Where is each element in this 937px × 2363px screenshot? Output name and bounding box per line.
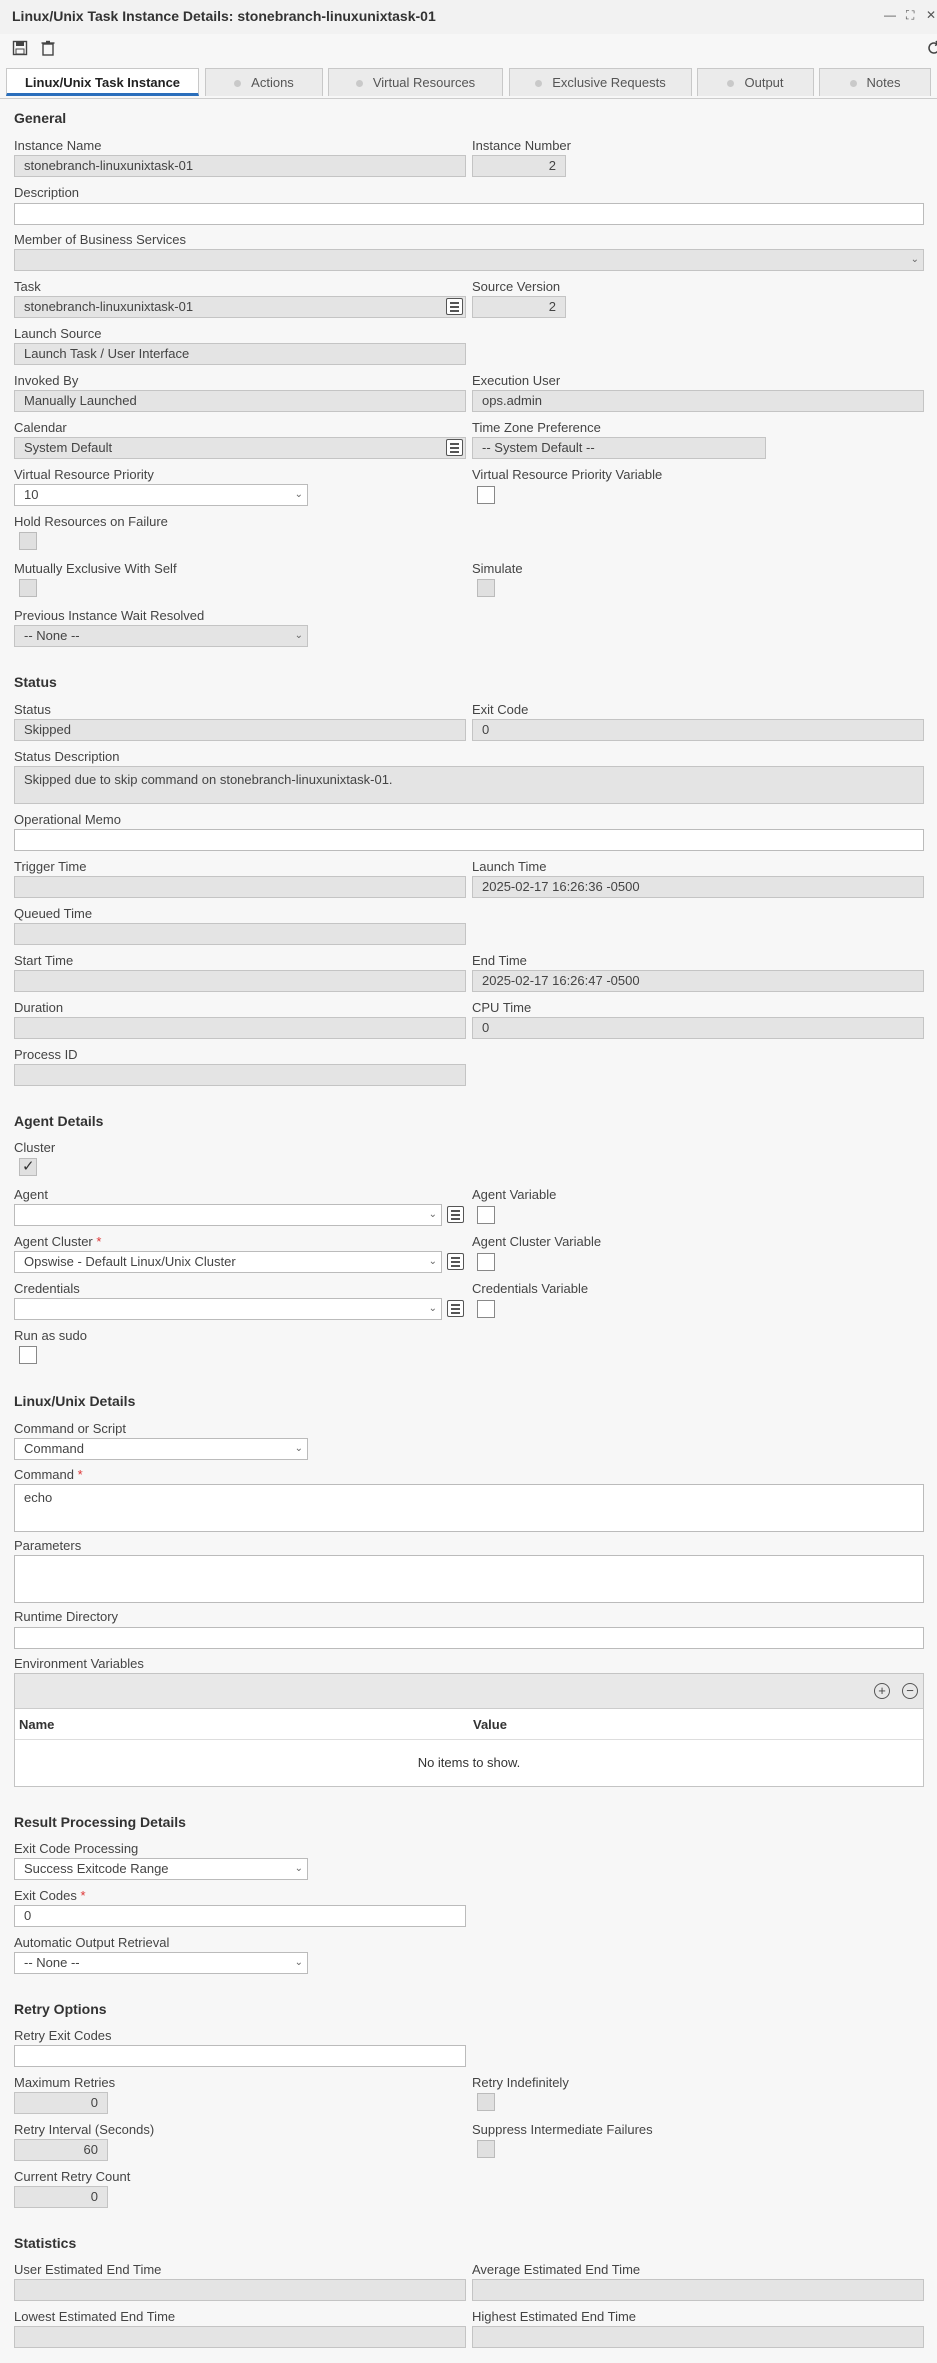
parameters-label: Parameters: [14, 1538, 82, 1553]
launch-time-field[interactable]: 2025-02-17 16:26:36 -0500: [472, 876, 924, 898]
tab-label: Actions: [251, 75, 294, 90]
credentials-variable-label: Credentials Variable: [472, 1281, 589, 1296]
exit-code-label: Exit Code: [472, 702, 529, 717]
timezone-value: -- System Default --: [482, 440, 595, 455]
tab-output[interactable]: [697, 68, 814, 96]
average-estimated-end-field[interactable]: [472, 2279, 924, 2301]
close-icon[interactable]: ✕: [926, 8, 937, 22]
instance-number-label: Instance Number: [472, 138, 571, 153]
user-estimated-end-field[interactable]: [14, 2279, 466, 2301]
agent-cluster-variable-checkbox[interactable]: [477, 1253, 495, 1271]
retry-indefinitely-checkbox[interactable]: [477, 2093, 495, 2111]
task-lookup-icon[interactable]: [446, 298, 463, 315]
runtime-directory-label: Runtime Directory: [14, 1609, 119, 1624]
minimize-icon[interactable]: —: [884, 8, 896, 22]
status-description-label: Status Description: [14, 749, 120, 764]
mutually-exclusive-checkbox[interactable]: [19, 579, 37, 597]
maximize-icon[interactable]: ⛶: [906, 8, 915, 22]
invoked-by-field[interactable]: Manually Launched: [14, 390, 466, 412]
tab-label: Linux/Unix Task Instance: [24, 75, 181, 90]
timezone-label: Time Zone Preference: [472, 420, 601, 435]
launch-time-label: Launch Time: [472, 859, 547, 874]
credentials-lookup-icon[interactable]: [447, 1300, 464, 1317]
exit-code-processing-select[interactable]: [14, 1858, 308, 1880]
tab-exclusive-requests[interactable]: [509, 68, 692, 96]
chevron-down-icon: ⌄: [428, 1209, 437, 1220]
remove-row-icon[interactable]: −: [902, 1683, 918, 1699]
chevron-down-icon: ⌄: [294, 630, 303, 641]
required-marker: *: [96, 1234, 102, 1249]
start-time-label: Start Time: [14, 953, 74, 968]
operational-memo-label: Operational Memo: [14, 812, 121, 827]
tab-virtual-resources[interactable]: [328, 68, 503, 96]
vr-priority-select[interactable]: [14, 484, 308, 506]
execution-user-field[interactable]: ops.admin: [472, 390, 924, 412]
status-description-field[interactable]: Skipped due to skip command on stonebranch-linuxunixtask-01.: [14, 766, 924, 804]
process-id-field[interactable]: [14, 1064, 466, 1086]
agent-cluster-variable-label: Agent Cluster Variable: [472, 1234, 602, 1249]
agent-select[interactable]: [14, 1204, 442, 1226]
business-services-field[interactable]: [14, 249, 924, 271]
run-as-sudo-checkbox[interactable]: [19, 1346, 37, 1364]
business-services-label: Member of Business Services: [14, 232, 186, 247]
command-or-script-label: Command or Script: [14, 1421, 126, 1436]
cpu-time-field[interactable]: 0: [472, 1017, 924, 1039]
process-id-label: Process ID: [14, 1047, 78, 1062]
tab-indicator-icon: [850, 80, 857, 87]
section-result-heading: Result Processing Details: [14, 1814, 186, 1830]
queued-time-label: Queued Time: [14, 906, 93, 921]
credentials-variable-checkbox[interactable]: [477, 1300, 495, 1318]
exit-codes-field[interactable]: 0: [14, 1905, 466, 1927]
tab-actions[interactable]: [205, 68, 323, 96]
tab-indicator-icon: [535, 80, 542, 87]
end-time-label: End Time: [472, 953, 527, 968]
prev-instance-value: -- None --: [24, 628, 80, 643]
max-retries-field[interactable]: 0: [14, 2092, 108, 2114]
retry-exit-codes-field[interactable]: [14, 2045, 466, 2067]
calendar-field[interactable]: System Default: [14, 437, 466, 459]
parameters-field[interactable]: [14, 1555, 924, 1603]
window-title: Linux/Unix Task Instance Details: stonebranch-linuxunixtask-01: [12, 8, 436, 24]
environment-variables-label: Environment Variables: [14, 1656, 144, 1671]
highest-estimated-end-label: Highest Estimated End Time: [472, 2309, 637, 2324]
tab-label: Notes: [866, 75, 901, 90]
runtime-directory-field[interactable]: [14, 1627, 924, 1649]
tab-bar: [0, 66, 937, 99]
suppress-failures-label: Suppress Intermediate Failures: [472, 2122, 653, 2137]
column-header-name[interactable]: Name: [19, 1717, 55, 1732]
agent-cluster-select[interactable]: [14, 1251, 442, 1273]
chevron-down-icon: ⌄: [294, 1443, 303, 1454]
tab-linux-unix-task-instance[interactable]: [6, 68, 199, 96]
duration-label: Duration: [14, 1000, 64, 1015]
command-label: [14, 1467, 83, 1482]
cluster-checkbox[interactable]: [19, 1158, 37, 1176]
vr-priority-value: 10: [24, 487, 39, 502]
agent-cluster-label-text: Agent Cluster: [14, 1234, 93, 1249]
credentials-select[interactable]: [14, 1298, 442, 1320]
add-row-icon[interactable]: +: [874, 1683, 890, 1699]
agent-label: Agent: [14, 1187, 48, 1202]
run-as-sudo-label: Run as sudo: [14, 1328, 87, 1343]
duration-field[interactable]: [14, 1017, 466, 1039]
prev-instance-select[interactable]: [14, 625, 308, 647]
hold-resources-label: Hold Resources on Failure: [14, 514, 168, 529]
chevron-down-icon: ⌄: [428, 1303, 437, 1314]
average-estimated-end-label: Average Estimated End Time: [472, 2262, 641, 2277]
invoked-by-label: Invoked By: [14, 373, 79, 388]
tab-label: Virtual Resources: [372, 75, 476, 90]
chevron-down-icon: ⌄: [294, 1957, 303, 1968]
chevron-down-icon: ⌄: [428, 1256, 437, 1267]
instance-name-label: Instance Name: [14, 138, 102, 153]
required-marker: *: [77, 1467, 83, 1482]
task-field[interactable]: stonebranch-linuxunixtask-01: [14, 296, 466, 318]
grid-header-row: [15, 1709, 923, 1740]
task-label: Task: [14, 279, 41, 294]
tab-indicator-icon: [234, 80, 241, 87]
description-label: Description: [14, 185, 80, 200]
calendar-label: Calendar: [14, 420, 67, 435]
tab-notes[interactable]: [819, 68, 931, 96]
max-retries-label: Maximum Retries: [14, 2075, 116, 2090]
exit-codes-label-text: Exit Codes: [14, 1888, 77, 1903]
launch-source-label: Launch Source: [14, 326, 102, 341]
environment-variables-grid: [14, 1673, 924, 1787]
tab-label: Output: [744, 75, 784, 90]
agent-variable-checkbox[interactable]: [477, 1206, 495, 1224]
exit-code-processing-label: Exit Code Processing: [14, 1841, 139, 1856]
retry-exit-codes-label: Retry Exit Codes: [14, 2028, 112, 2043]
save-icon[interactable]: [12, 40, 28, 56]
lowest-estimated-end-label: Lowest Estimated End Time: [14, 2309, 176, 2324]
exit-code-field[interactable]: 0: [472, 719, 924, 741]
auto-output-value: -- None --: [24, 1955, 80, 1970]
section-linux-heading: Linux/Unix Details: [14, 1393, 136, 1409]
column-header-value[interactable]: Value: [473, 1717, 507, 1732]
exit-code-processing-value: Success Exitcode Range: [24, 1861, 169, 1876]
current-retry-count-label: Current Retry Count: [14, 2169, 131, 2184]
vr-priority-var-checkbox[interactable]: [477, 486, 495, 504]
cluster-label: Cluster: [14, 1140, 56, 1155]
required-marker: *: [80, 1888, 86, 1903]
section-retry-heading: Retry Options: [14, 2001, 107, 2017]
vr-priority-label: Virtual Resource Priority: [14, 467, 154, 482]
current-retry-count-field[interactable]: 0: [14, 2186, 108, 2208]
chevron-down-icon: ⌄: [294, 1863, 303, 1874]
user-estimated-end-label: User Estimated End Time: [14, 2262, 162, 2277]
exit-codes-label: [14, 1888, 86, 1903]
command-label-text: Command: [14, 1467, 74, 1482]
agent-cluster-value: Opswise - Default Linux/Unix Cluster: [24, 1254, 236, 1269]
end-time-field[interactable]: 2025-02-17 16:26:47 -0500: [472, 970, 924, 992]
retry-indefinitely-label: Retry Indefinitely: [472, 2075, 569, 2090]
retry-interval-field[interactable]: 60: [14, 2139, 108, 2161]
source-version-label: Source Version: [472, 279, 561, 294]
simulate-label: Simulate: [472, 561, 523, 576]
agent-cluster-label: [14, 1234, 101, 1249]
chevron-down-icon: ⌄: [910, 254, 919, 265]
section-status-heading: Status: [14, 674, 57, 690]
tab-indicator-icon: [727, 80, 734, 87]
auto-output-select[interactable]: [14, 1952, 308, 1974]
calendar-lookup-icon[interactable]: [446, 439, 463, 456]
trigger-time-label: Trigger Time: [14, 859, 87, 874]
agent-variable-label: Agent Variable: [472, 1187, 557, 1202]
credentials-label: Credentials: [14, 1281, 80, 1296]
instance-name-field[interactable]: stonebranch-linuxunixtask-01: [14, 155, 466, 177]
auto-output-label: Automatic Output Retrieval: [14, 1935, 170, 1950]
agent-cluster-lookup-icon[interactable]: [447, 1253, 464, 1270]
suppress-failures-checkbox[interactable]: [477, 2140, 495, 2158]
status-field[interactable]: Skipped: [14, 719, 466, 741]
command-or-script-value: Command: [24, 1441, 84, 1456]
start-time-field[interactable]: [14, 970, 466, 992]
refresh-icon[interactable]: [926, 40, 937, 56]
agent-lookup-icon[interactable]: [447, 1206, 464, 1223]
simulate-checkbox[interactable]: [477, 579, 495, 597]
prev-instance-label: Previous Instance Wait Resolved: [14, 608, 205, 623]
launch-source-field[interactable]: Launch Task / User Interface: [14, 343, 466, 365]
mutually-exclusive-label: Mutually Exclusive With Self: [14, 561, 177, 576]
toolbar: [0, 34, 937, 64]
status-label: Status: [14, 702, 51, 717]
hold-resources-checkbox[interactable]: [19, 532, 37, 550]
grid-empty-message: No items to show.: [417, 1755, 521, 1770]
vr-priority-var-label: Virtual Resource Priority Variable: [472, 467, 663, 482]
command-or-script-select[interactable]: [14, 1438, 308, 1460]
title-bar: [0, 0, 937, 35]
retry-interval-label: Retry Interval (Seconds): [14, 2122, 155, 2137]
tab-label: Exclusive Requests: [552, 75, 666, 90]
highest-estimated-end-field[interactable]: [472, 2326, 924, 2348]
instance-number-field[interactable]: 2: [472, 155, 566, 177]
lowest-estimated-end-field[interactable]: [14, 2326, 466, 2348]
trigger-time-field[interactable]: [14, 876, 466, 898]
tab-indicator-icon: [356, 80, 363, 87]
description-field[interactable]: [14, 203, 924, 225]
section-statistics-heading: Statistics: [14, 2235, 77, 2251]
queued-time-field[interactable]: [14, 923, 466, 945]
source-version-field[interactable]: 2: [472, 296, 566, 318]
section-agent-heading: Agent Details: [14, 1113, 104, 1129]
delete-icon[interactable]: [40, 40, 56, 56]
execution-user-label: Execution User: [472, 373, 561, 388]
command-field[interactable]: echo: [14, 1484, 924, 1532]
chevron-down-icon: ⌄: [294, 489, 303, 500]
timezone-select[interactable]: [472, 437, 766, 459]
grid-toolbar: [15, 1674, 923, 1709]
cpu-time-label: CPU Time: [472, 1000, 532, 1015]
operational-memo-field[interactable]: [14, 829, 924, 851]
section-general-heading: General: [14, 110, 67, 126]
